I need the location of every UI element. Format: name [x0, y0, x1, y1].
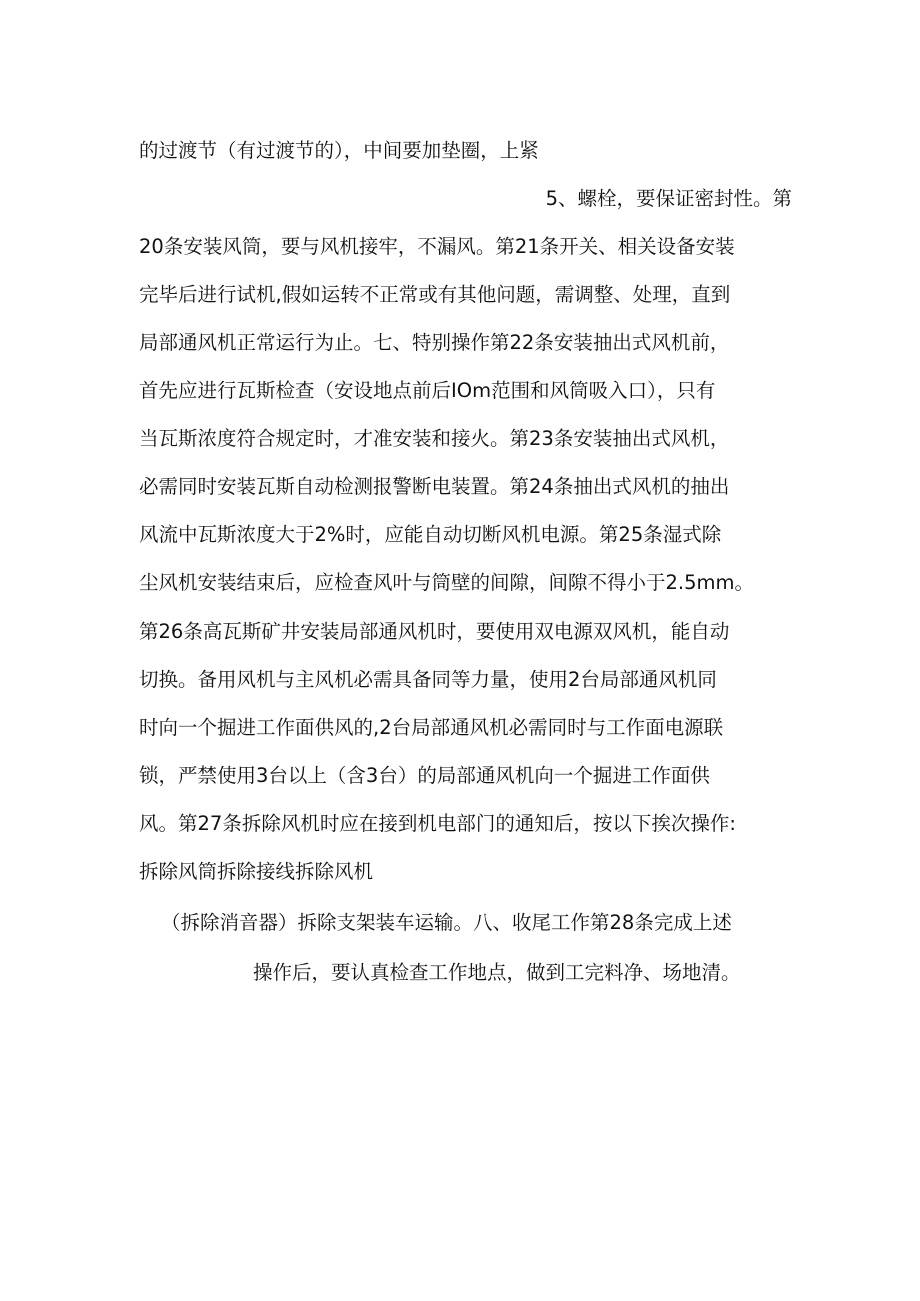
text-line-3: 20条安装风筒，要与风机接牢，不漏风。第21条开关、相关设备安装: [139, 235, 735, 258]
text-line-4: 完毕后进行试机,假如运转不正常或有其他问题，需调整、处理，直到: [139, 283, 731, 306]
text-line-2: 5、螺栓，要保证密封性。第: [545, 187, 792, 210]
text-line-12: 切换。备用风机与主风机必需具备同等力量，使用2台局部通风机同: [139, 668, 717, 691]
text-line-18: 操作后，要认真检查工作地点，做到工完料净、场地清。: [253, 961, 741, 984]
text-line-7: 当瓦斯浓度符合规定时，才准安装和接火。第23条安装抽出式风机，: [139, 427, 730, 450]
text-line-17: （拆除消音器）拆除支架装车运输。八、收尾工作第28条完成上述: [161, 911, 732, 934]
text-line-6: 首先应进行瓦斯检查（安设地点前后IOm范围和风筒吸入口），只有: [139, 379, 716, 402]
text-line-10: 尘风机安装结束后，应检查风叶与筒壁的间隙，间隙不得小于2.5mm。: [139, 571, 755, 594]
text-line-8: 必需同时安装瓦斯自动检测报警断电装置。第24条抽出式风机的抽出: [139, 475, 730, 498]
text-line-1: 的过渡节（有过渡节的），中间要加垫圈，上紧: [139, 139, 539, 162]
text-line-5: 局部通风机正常运行为止。七、特别操作第22条安装抽出式风机前，: [139, 331, 730, 354]
text-line-16: 拆除风筒拆除接线拆除风机: [139, 860, 374, 883]
text-line-13: 时向一个掘进工作面供风的,2台局部通风机必需同时与工作面电源联: [139, 716, 724, 739]
text-line-15: 风。第27条拆除风机时应在接到机电部门的通知后，按以下挨次操作:: [139, 812, 736, 835]
text-line-11: 第26条高瓦斯矿井安装局部通风机时，要使用双电源双风机，能自动: [139, 620, 730, 643]
text-line-9: 风流中瓦斯浓度大于2%时，应能自动切断风机电源。第25条湿式除: [139, 523, 722, 546]
text-line-14: 锁，严禁使用3台以上（含3台）的局部通风机向一个掘进工作面供: [139, 764, 710, 787]
